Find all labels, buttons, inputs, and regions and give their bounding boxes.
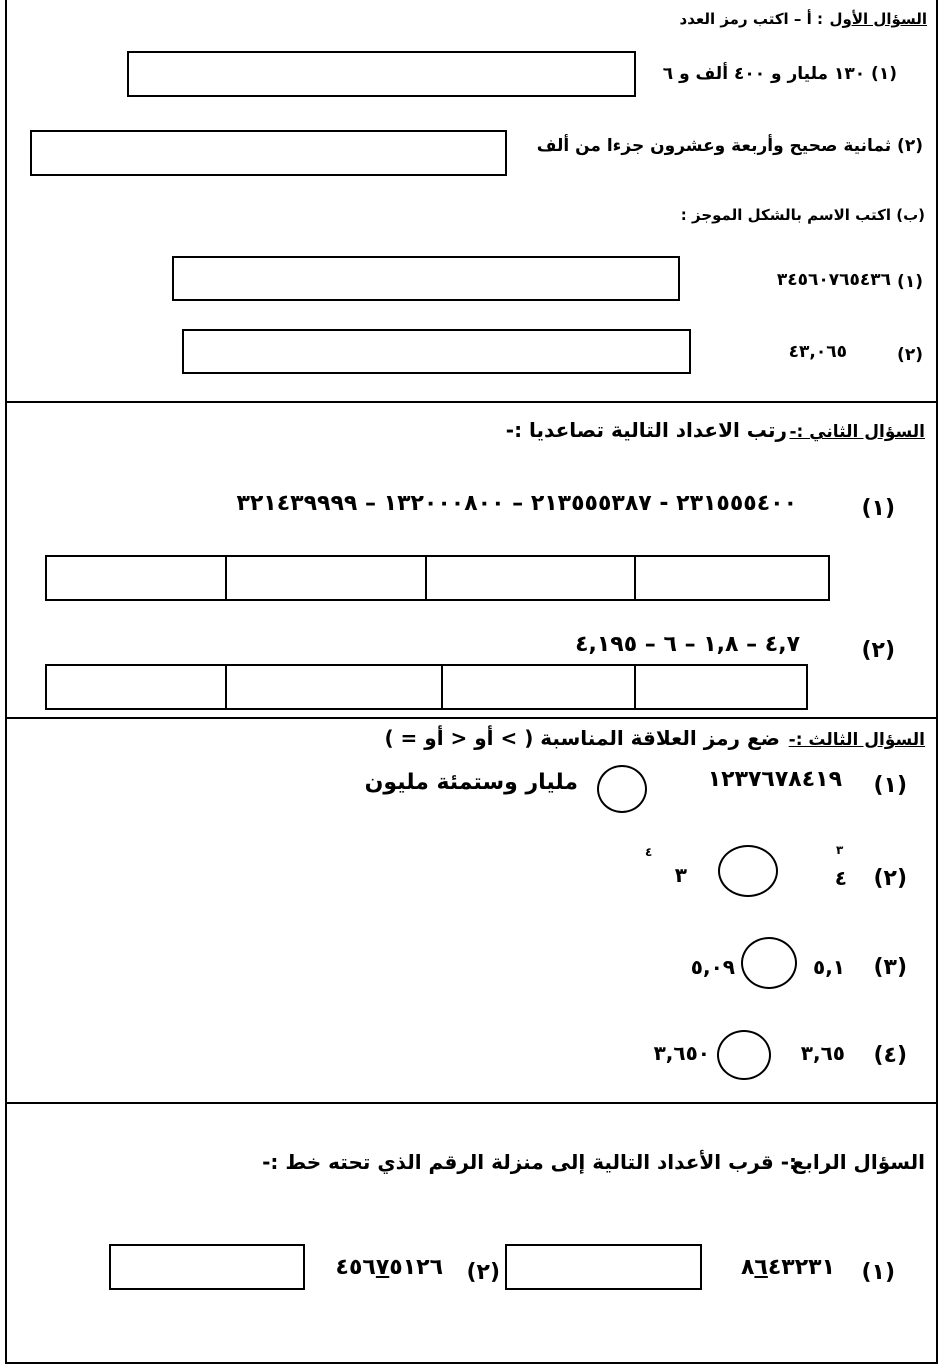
q1-part-a: : أ – اكتب رمز العدد	[679, 10, 823, 28]
q3-i1-label: (١)	[873, 773, 907, 798]
q4-title: السؤال الرابع	[791, 1150, 925, 1174]
q3-i2-right-base: ٣	[674, 863, 687, 887]
q1-b1-answer-box[interactable]	[172, 256, 680, 301]
answer-cell[interactable]	[225, 557, 425, 599]
q3-i2-right-exp: ٤	[645, 845, 653, 859]
q2-i2-label: (٢)	[861, 638, 895, 663]
section-divider	[5, 717, 938, 719]
answer-cell[interactable]	[47, 666, 225, 708]
q4-i2-label: (٢)	[466, 1260, 500, 1285]
q2-title: السؤال الثاني :-	[789, 422, 925, 442]
q4-i1-answer-box[interactable]	[505, 1244, 702, 1290]
q1-b2-label: (٢)	[897, 345, 923, 365]
q4-i1-number: ٨٦٤٣٢٣١	[740, 1255, 835, 1280]
section-divider	[5, 1102, 938, 1104]
q3-i3-left: ٥,١	[812, 955, 845, 979]
q2-i1-numbers: ٢٣١٥٥٥٤٠٠ - ٢١٣٥٥٥٣٨٧ – ١٣٢٠٠٠٨٠٠ – ٣٢١٤٣٩٩٩٩	[236, 491, 797, 516]
answer-cell[interactable]	[441, 666, 634, 708]
q1-b1-number: ٣٤٥٦٠٧٦٥٤٣٦	[776, 270, 891, 290]
answer-cell[interactable]	[634, 557, 828, 599]
q3-i2-left-base: ٤	[834, 866, 847, 890]
q2-i2-numbers: ٤,٧ – ١,٨ – ٦ – ٤,١٩٥	[575, 632, 800, 657]
q1-a1-text: (١) ١٣٠ مليار و ٤٠٠ ألف و ٦	[662, 64, 897, 84]
q3-i1-right: مليار وستمئة مليون	[364, 770, 578, 795]
q1-b2-answer-box[interactable]	[182, 329, 691, 374]
q2-instruction: رتب الاعداد التالية تصاعديا :-	[505, 418, 787, 442]
q3-i3-label: (٣)	[873, 955, 907, 980]
q1-b1-label: (١)	[897, 272, 923, 292]
q4-i1-label: (١)	[861, 1260, 895, 1285]
q3-i2-label: (٢)	[873, 866, 907, 891]
q1-a1-answer-box[interactable]	[127, 51, 636, 97]
q3-i1-answer-circle[interactable]	[597, 765, 647, 813]
q3-i2-answer-circle[interactable]	[718, 845, 778, 897]
q1-a2-text: (٢) ثمانية صحيح وأربعة وعشرون جزءا من ألف	[536, 136, 923, 156]
q3-i2-left-exp: ٣	[836, 843, 844, 857]
q4-i2-number: ٤٥٦٧٥١٢٦	[335, 1255, 443, 1280]
q1-title: السؤال الأول	[829, 10, 927, 28]
section-divider	[5, 401, 938, 403]
q4-instruction: :- قرب الأعداد التالية إلى منزلة الرقم الذي تحته خط :-	[262, 1150, 797, 1174]
q3-i4-left: ٣,٦٥	[800, 1041, 845, 1065]
underlined-digit: ٧	[375, 1255, 390, 1280]
q4-i2-answer-box[interactable]	[109, 1244, 305, 1290]
answer-cell[interactable]	[47, 557, 225, 599]
q3-i3-answer-circle[interactable]	[741, 937, 797, 989]
q3-title: السؤال الثالث :-	[788, 730, 925, 750]
q1-b2-number: ٤٣,٠٦٥	[788, 342, 847, 362]
q3-instruction: ضع رمز العلاقة المناسبة ( > أو < أو = )	[384, 726, 780, 750]
answer-cell[interactable]	[225, 666, 441, 708]
answer-cell[interactable]	[634, 666, 806, 708]
q3-i1-left: ١٢٣٧٦٧٨٤١٩	[707, 767, 842, 792]
q1-part-b: (ب) اكتب الاسم بالشكل الموجز :	[680, 206, 925, 224]
q3-i3-right: ٥,٠٩	[690, 955, 735, 979]
underlined-digit: ٦	[754, 1255, 768, 1280]
q2-i1-label: (١)	[861, 496, 895, 521]
q1-a2-answer-box[interactable]	[30, 130, 507, 176]
q3-i4-right: ٣,٦٥٠	[653, 1041, 710, 1065]
q3-i4-label: (٤)	[873, 1043, 907, 1068]
q2-i2-answer-row	[45, 664, 808, 710]
answer-cell[interactable]	[425, 557, 634, 599]
q3-i4-answer-circle[interactable]	[717, 1030, 771, 1080]
q2-i1-answer-row	[45, 555, 830, 601]
